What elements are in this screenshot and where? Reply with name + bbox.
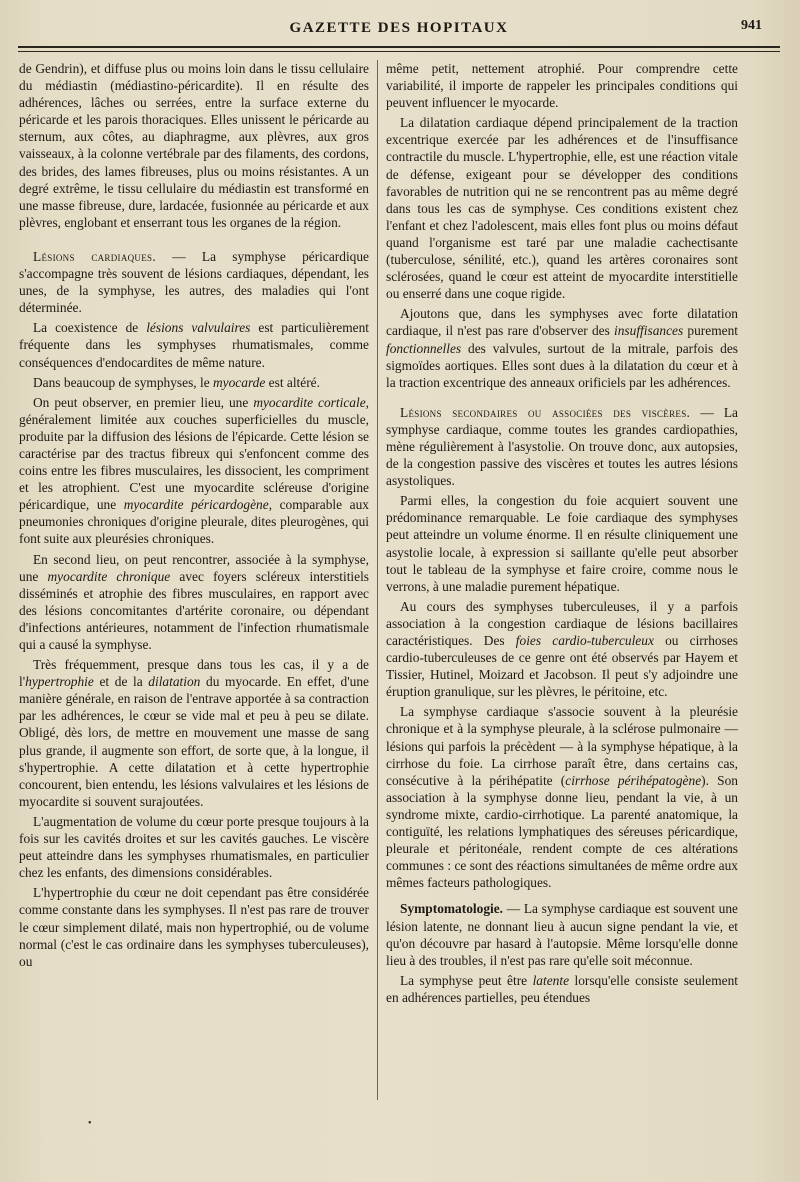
paragraph: Lésions cardiaques. — La symphyse péricardique s'accompagne très souvent de lésions cardiaques, dépendant, les unes, de la symphyse, les autres, des maladies qui l'ont déterminée. bbox=[19, 248, 369, 316]
journal-title: GAZETTE DES HOPITAUX bbox=[289, 20, 509, 36]
paragraph: La dilatation cardiaque dépend principalement de la traction excentrique exercée par les adhérences et de l'insuffisance contractile du muscle. L'hypertrophie, elle, est une réaction vitale de défense, exigeant pour se développer des conditions favorables de nutrition qui ne se rencontrent pas au même degré dans tous les cas de symphyse. Ces conditions existent chez l'enfant et chez l'adolescent, mais elles font plus ou moins défaut quand l'organisme est taré par une maladie cachectisante (tuberculose, sénilité, etc.), quand les artères coronaires sont sclérosées, quand le cœur est atteint de myocardite interstitielle ou enserré dans une coque rigide. bbox=[386, 115, 738, 302]
paragraph: Lésions secondaires ou associées des viscères. — La symphyse cardiaque, comme toutes les grandes cardiopathies, mène régulièrement à l'asystolie. On trouve donc, aux autopsies, de la congestion passive des viscères et toutes les autres lésions asystoliques. bbox=[386, 404, 738, 489]
paragraph: même petit, nettement atrophié. Pour comprendre cette variabilité, il importe de rappeler les principales conditions qui peuvent influencer le myocarde. bbox=[386, 61, 738, 111]
paragraph: En second lieu, on peut rencontrer, associée à la symphyse, une myocardite chronique avec foyers scléreux interstitiels disséminés et atrophie des fibres musculaires, en rapport avec des lésions concomitantes d'artérite coronaire, ou dépendant d'infections antérieures, notamment de l'infection rhumatismale qui a causé la symphyse. bbox=[19, 551, 370, 652]
paragraph: de Gendrin), et diffuse plus ou moins loin dans le tissu cellulaire du médiastin (médiastino-péricardite). Il en résulte des adhérences, lâches ou serrées, entre la surface externe du péricarde et les parois thoraciques. Elles unissent le péricarde au sternum, aux côtes, au diaphragme, aux plèvres, aux gros vaisseaux, à la colonne vertébrale par des filaments, des cordons, des brides, des lames fibreuses, plus ou moins résistantes. A un degré extrême, le tissu cellulaire du médiastin est transformé en une masse fibreuse, dure, lardacée, fusionnée au péricarde et aux plèvres, englobant et enserrant tous les organes de la région. bbox=[19, 61, 369, 230]
section-heading: Lésions cardiaques. bbox=[33, 248, 156, 264]
paragraph: L'hypertrophie du cœur ne doit cependant pas être considérée comme constante dans les symphyses. Il n'est pas rare de trouver le cœur simplement dilaté, mais non hypertrophié, ou de volume normal (c'est le cas ordinaire dans les symphyses tuberculeuses), ou bbox=[19, 885, 369, 969]
section-heading: Symptomatologie. bbox=[400, 901, 504, 917]
paragraph: La symphyse cardiaque s'associe souvent à la pleurésie chronique et à la symphyse pleurale, à la sclérose pulmonaire — lésions qui parfois la précèdent — à la symphyse hépatique, à la cirrhose du foie. La cirrhose paraît être, dans certains cas, consécutive à la périhépatite (cirrhose périhépatogène). Son association à la symphyse donne lieu, pendant la vie, à un syndrome mixte, cardio-cirrhotique. La parenté anatomique, la contiguïté, les relations lymphatiques des séreuses péricardique, pleurale et péritonéale, rendent compte de ces altérations communes : ce sont des réactions simultanées de même ordre aux mêmes facteurs pathologiques. bbox=[386, 704, 738, 891]
column-divider bbox=[377, 60, 378, 1100]
paragraph: La symphyse peut être latente lorsqu'elle consiste seulement en adhérences partielles, peu étendues bbox=[386, 972, 738, 1005]
paragraph: Ajoutons que, dans les symphyses avec forte dilatation cardiaque, il n'est pas rare d'observer des insuffisances purement fonctionnelles des valvules, surtout de la mitrale, parfois des sigmoïdes aortiques. Elles sont dues à la dilatation du cœur et à la traction excentrique des anneaux orificiels par les adhérences. bbox=[386, 306, 738, 390]
header-rule-thin bbox=[18, 51, 780, 52]
paragraph: L'augmentation de volume du cœur porte presque toujours à la fois sur les cavités droites et sur les cavités gauches. Le viscère peut atteindre dans les symphyses rhumatismales, en particulier chez les enfants, des dimensions considérables. bbox=[19, 813, 369, 881]
paragraph: Symptomatologie. — La symphyse cardiaque est souvent une lésion latente, ne donnant lieu à aucun signe pendant la vie, et qu'on découvre par hasard à l'autopsie. Même lorsqu'elle donne lieu à des troubles, il n'est pas rare qu'elle soit méconnue. bbox=[386, 901, 738, 968]
right-column bbox=[386, 60, 738, 1009]
header-rule-thick bbox=[18, 46, 780, 48]
section-heading: Lésions secondaires ou associées des viscères. bbox=[400, 404, 691, 420]
paragraph: On peut observer, en premier lieu, une myocardite corticale, généralement limitée aux couches superficielles du muscle, produite par la diffusion des lésions de l'épicarde. Cette lésion se caractérise par des tractus fibreux qui s'enfoncent comme des coins entre les fibres musculaires, les dissocient, les compriment et les atrophient. C'est une myocardite scléreuse d'origine péricardique, une myocardite péricardogène, comparable aux pneumonies chroniques d'origine pleurale, dites pleurogènes, qui font suite aux pleurésies chroniques. bbox=[19, 394, 369, 547]
left-column bbox=[19, 60, 369, 973]
paragraph: La coexistence de lésions valvulaires est particulièrement fréquente dans les symphyses rhumatismales, comme conséquences d'endocardites de même nature. bbox=[19, 320, 370, 370]
print-speck: • bbox=[88, 1118, 92, 1129]
paragraph: Parmi elles, la congestion du foie acquiert souvent une prédominance remarquable. Le foie cardiaque des symphyses peut atteindre un volume énorme. Il en résulte cliniquement une asystolie locale, à expression si saillante qu'elle peut absorber tout le tableau de la symphyse et faire croire, comme nous le verrons, à une maladie purement hépatique. bbox=[386, 493, 738, 594]
page-header bbox=[18, 18, 780, 42]
paragraph: Au cours des symphyses tuberculeuses, il y a parfois association à la congestion cardiaque de lésions bacillaires caractéristiques. Des foies cardio-tuberculeux ou cirrhoses cardio-tuberculeuses de ce genre ont été observés par Hayem et Tissier, Hutinel, Moizard et Jacobson. Il peut s'y adjoindre une éruption granulique, sur les plèvres, le péritoine, etc. bbox=[386, 598, 738, 700]
paragraph: Dans beaucoup de symphyses, le myocarde est altéré. bbox=[33, 374, 320, 390]
paragraph: Très fréquemment, presque dans tous les cas, il y a de l'hypertrophie et de la dilatation du myocarde. En effet, d'une manière générale, en raison de l'entrave apportée à sa contraction par les adhérences, le cœur se vide mal et peu à peu se dilate. Obligé, dès lors, de mettre en mouvement une masse de sang plus grande, il augmente son effort, de sorte que, à la longue, il s'hypertrophie. A cette dilatation et à cette hypertrophie concourent, bien entendu, les lésions valvulaires et les lésions de myocardite si souvent surajoutées. bbox=[19, 657, 369, 809]
page-number: 941 bbox=[741, 18, 762, 33]
